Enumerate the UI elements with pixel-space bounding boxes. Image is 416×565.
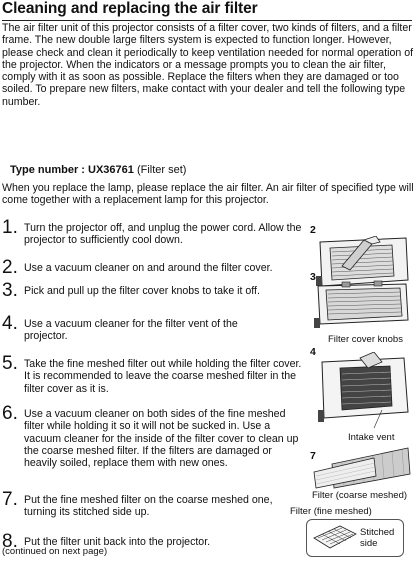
stitched-label-line2: side [360,538,378,549]
page-title: Cleaning and replacing the air filter [2,0,412,21]
step-text: Turn the projector off, and unplug the power cord. Allow the projector to sufficiently cool down. [24,222,302,247]
figure-3-number: 3 [310,271,316,283]
filter-cover-knobs-label: Filter cover knobs [328,334,403,345]
step-text: Take the fine meshed filter out while holding the filter cover. It is recommended to leave the coarse meshed filter in the filter cover as it is. [24,358,302,395]
step-number: 8. [2,531,18,552]
step-number: 4. [2,313,18,334]
replace-paragraph: When you replace the lamp, please replace the air filter. An air filter of specified type will come together with a replacement lamp for this projector. [2,182,414,207]
step-text: Use a vacuum cleaner on both sides of the fine meshed filter while holding it so it will not be sucked in. Use a vacuum cleaner for the inside of the filter cover to clean up the coarse meshed filter. If the filters are damaged or heavily soiled, replace them with new ones. [24,408,299,470]
step-text: Pick and pull up the filter cover knobs to take it off. [24,285,260,297]
figure-4-number: 4 [310,346,316,358]
continued-note: (continued on next page) [2,546,108,557]
type-number-value: UX36761 [88,164,134,176]
step-text: Use a vacuum cleaner on and around the filter cover. [24,262,273,274]
step-number: 6. [2,403,18,424]
step-text: Put the filter unit back into the projector. [24,536,211,548]
stitched-side-illustration [312,524,358,550]
type-number-line [10,164,186,176]
step-number: 7. [2,489,18,510]
step-text: Use a vacuum cleaner for the filter vent of the projector. [24,318,238,343]
figure-2-number: 2 [310,224,316,236]
intake-vent-label: Intake vent [348,432,395,443]
figure-7-filters-illustration [312,446,412,490]
stitched-side-label [360,527,394,549]
filter-coarse-label: Filter (coarse meshed) [312,490,408,501]
step-number: 2. [2,257,18,278]
figure-4-intake-vent-illustration [312,352,412,432]
intro-paragraph: The air filter unit of this projector consists of a filter cover, two kinds of filters, and a filter frame. The new double large filters system is expected to function longer. However, please check and clean it periodically to keep ventilation needed for normal operation of the projector. When the indicators or a message prompts you to clean the air filter, comply with it as soon as possible. Replace the filters when they are damaged or too soiled. To prepare new filters, make contact with your dealer and tell the following type number. [2,22,414,108]
stitched-label-line1: Stitched [360,527,395,538]
step-number: 5. [2,353,18,374]
step-text: Put the fine meshed filter on the coarse meshed one, turning its stitched side up. [24,494,273,519]
figure-3-filter-cover-illustration [312,280,412,330]
step-number: 3. [2,280,18,301]
type-number-note: (Filter set) [133,164,187,176]
step-number: 1. [2,217,18,238]
type-number-label: Type number : [10,164,89,176]
figure-7-number: 7 [310,450,316,462]
filter-fine-label: Filter (fine meshed) [290,506,372,517]
